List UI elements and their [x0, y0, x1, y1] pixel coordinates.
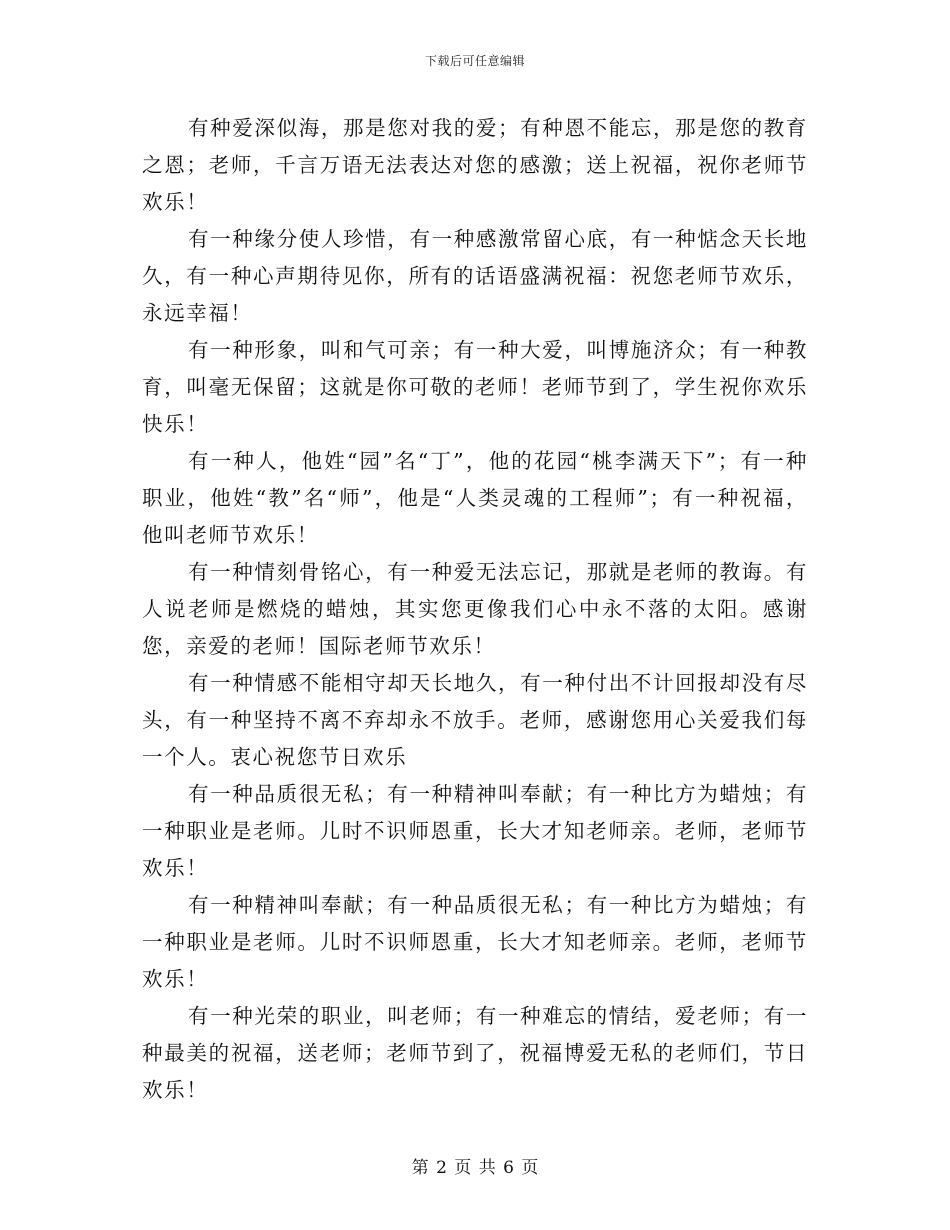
paragraph: 有一种光荣的职业，叫老师；有一种难忘的情结，爱老师；有一种最美的祝福，送老师；老师节到了，祝福博爱无私的老师们，节日欢乐！ [142, 1004, 808, 1102]
paragraph: 有一种缘分使人珍惜，有一种感激常留心底，有一种惦念天长地久，有一种心声期待见你，所有的话语盛满祝福：祝您老师节欢乐，永远幸福！ [142, 227, 808, 325]
paragraph: 有种爱深似海，那是您对我的爱；有种恩不能忘，那是您的教育之恩；老师，千言万语无法表达对您的感激；送上祝福，祝你老师节欢乐！ [142, 116, 808, 214]
paragraph: 有一种精神叫奉献；有一种品质很无私；有一种比方为蜡烛；有一种职业是老师。儿时不识师恩重，长大才知老师亲。老师，老师节欢乐！ [142, 893, 808, 991]
paragraph: 有一种情刻骨铭心，有一种爱无法忘记，那就是老师的教诲。有人说老师是燃烧的蜡烛，其实您更像我们心中永不落的太阳。感谢您，亲爱的老师！国际老师节欢乐！ [142, 560, 808, 658]
paragraph: 有一种形象，叫和气可亲；有一种大爱，叫博施济众；有一种教育，叫毫无保留；这就是你可敬的老师！老师节到了，学生祝你欢乐快乐！ [142, 338, 808, 436]
paragraph: 有一种情感不能相守却天长地久，有一种付出不计回报却没有尽头，有一种坚持不离不弃却永不放手。老师，感谢您用心关爱我们每一个人。衷心祝您节日欢乐 [142, 671, 808, 769]
body-content [142, 110, 808, 1109]
page-header: 下载后可任意编辑 [424, 54, 525, 68]
paragraph: 有一种品质很无私；有一种精神叫奉献；有一种比方为蜡烛；有一种职业是老师。儿时不识师恩重，长大才知老师亲。老师，老师节欢乐！ [142, 782, 808, 880]
page-number-footer: 第 2 页 共 6 页 [411, 1158, 539, 1178]
paragraph: 有一种人，他姓“园”名“丁”，他的花园“桃李满天下”；有一种职业，他姓“教”名“师”，他是“人类灵魂的工程师”；有一种祝福，他叫老师节欢乐！ [142, 449, 808, 547]
